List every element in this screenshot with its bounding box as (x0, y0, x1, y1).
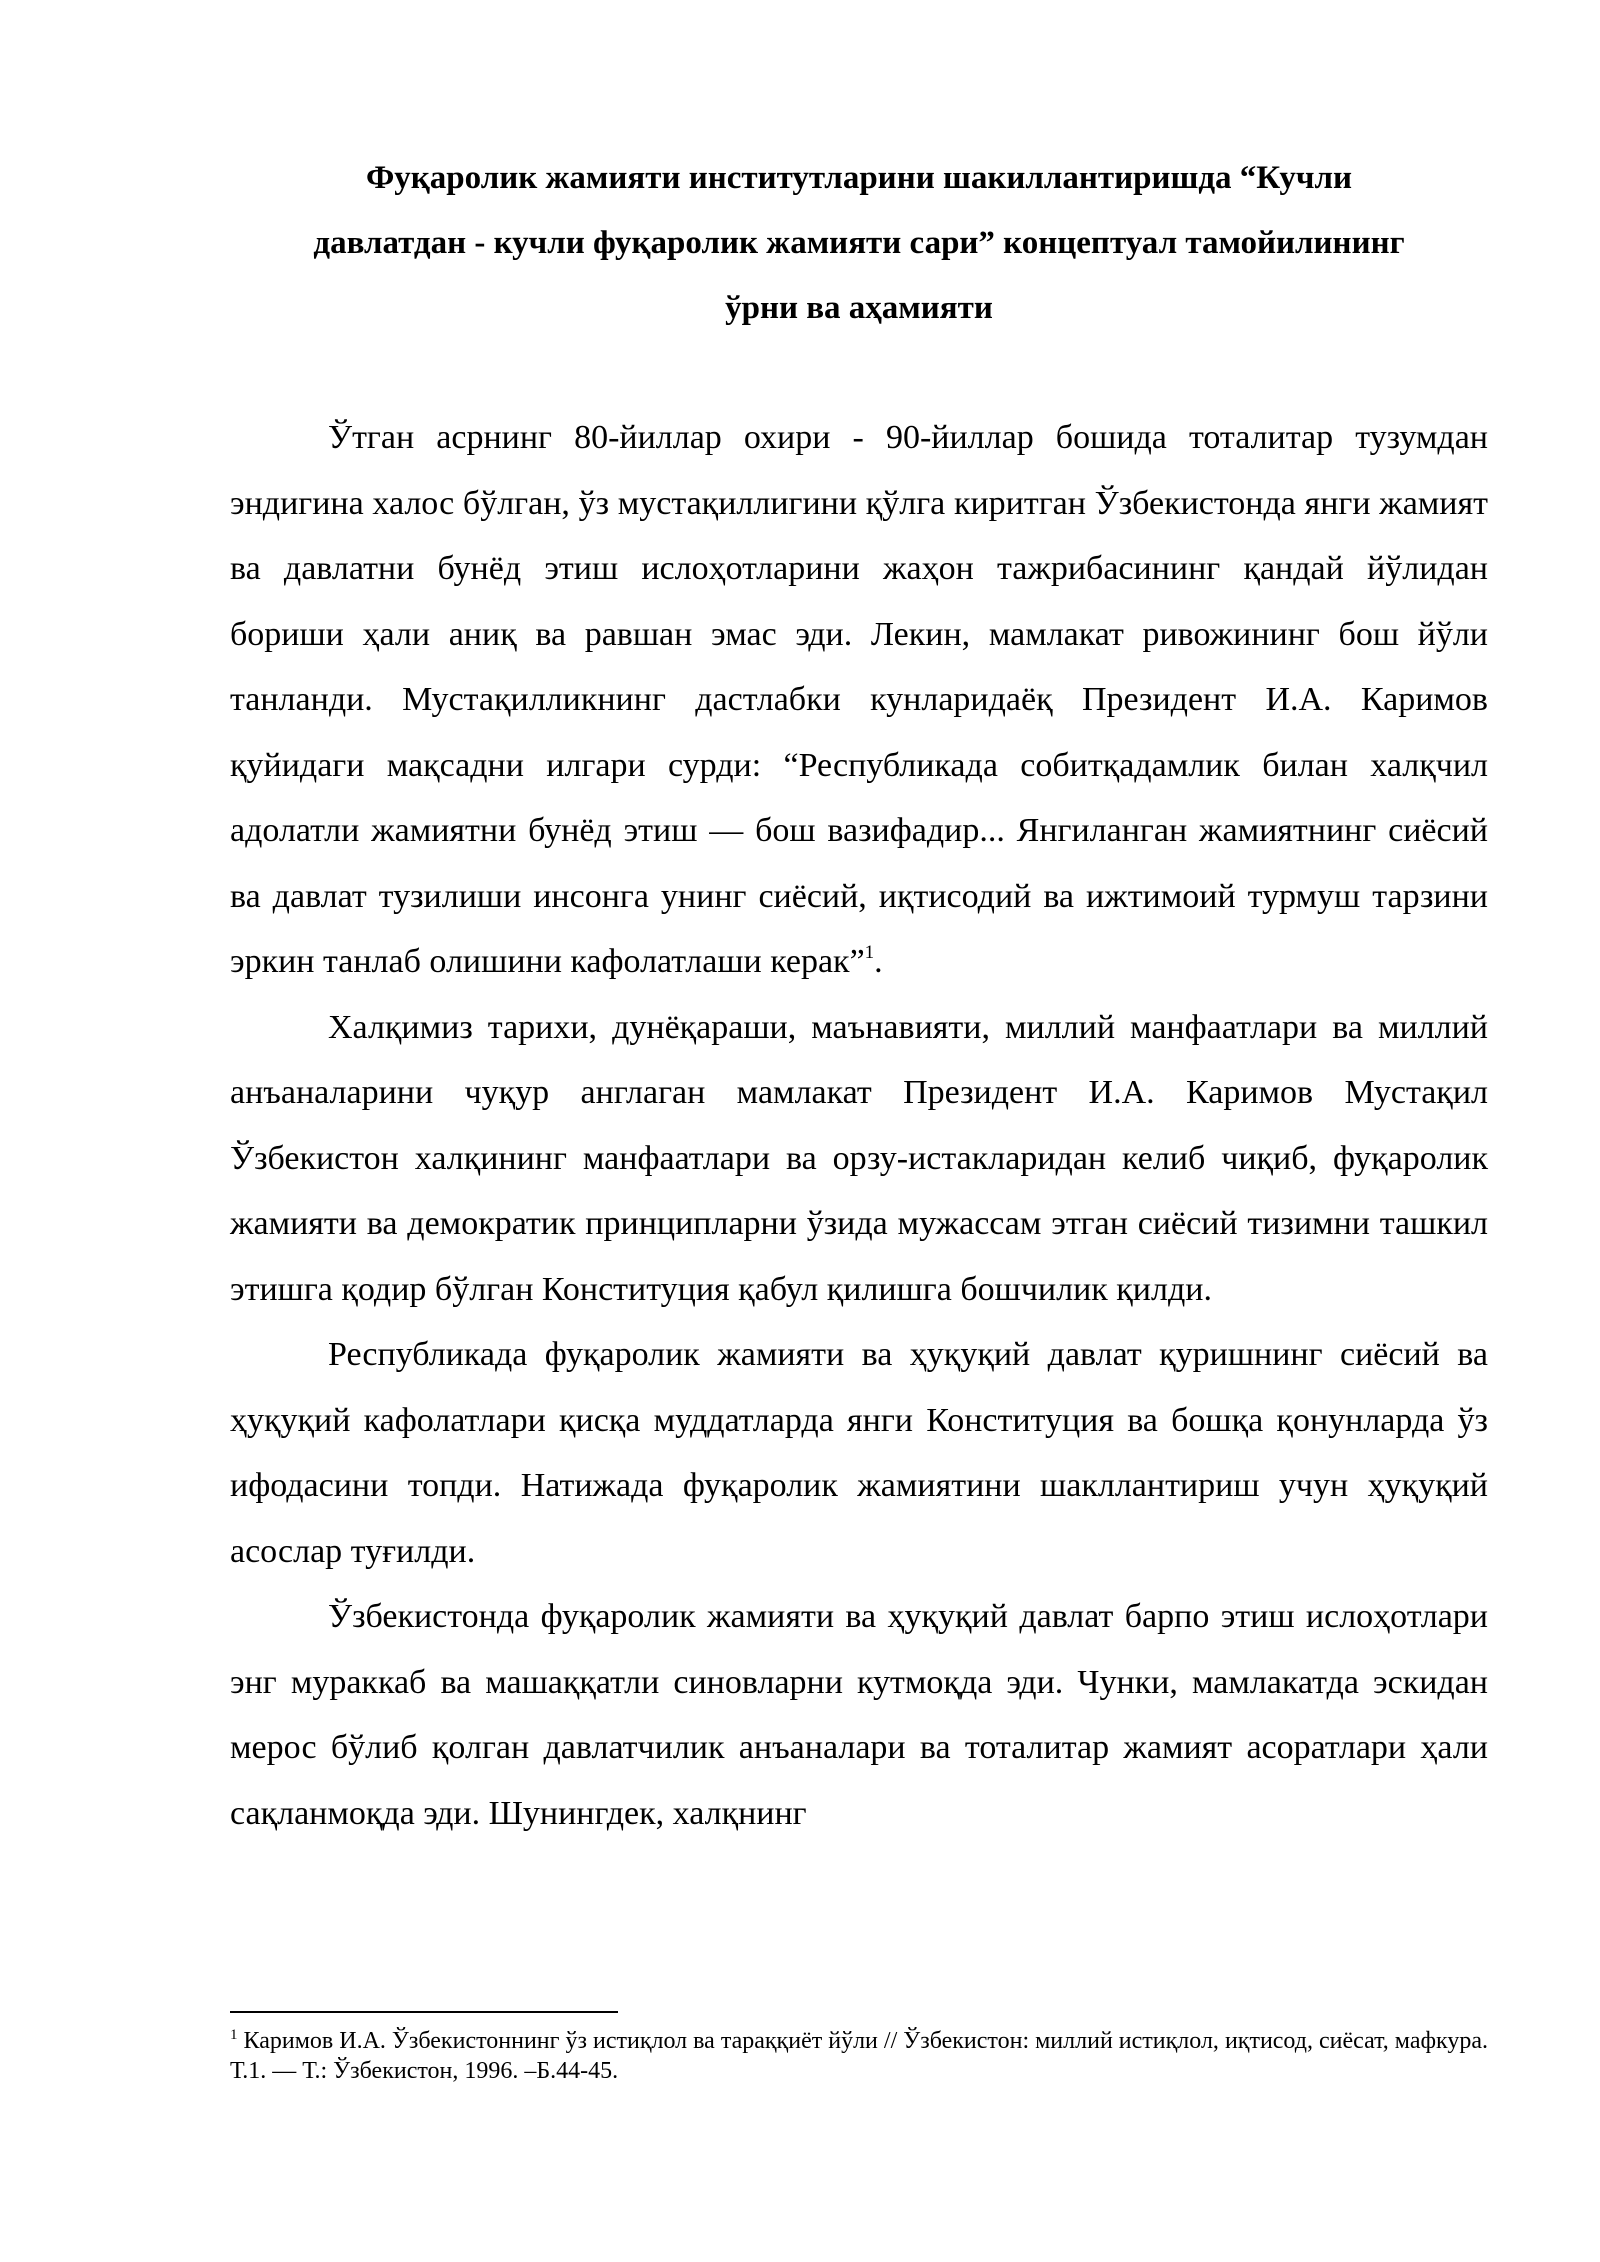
paragraph-3-text: Республикада фуқаролик жамияти ва ҳуқуқий давлат қуришнинг сиёсий ва ҳуқуқий кафолатлари қисқа муддатларда янги Конституция ва бошқа қонунларда ўз ифодасини топди. Натижада фуқаролик жамиятини шакллантириш учун ҳуқуқий асослар туғилди. (230, 1336, 1488, 1570)
paragraph-3 (230, 1322, 1488, 1584)
paragraph-2-text: Халқимиз тарихи, дунёқараши, маънавияти, миллий манфаатлари ва миллий анъаналарини чуқур англаган мамлакат Президент И.А. Каримов Мустақил Ўзбекистон халқининг манфаатлари ва орзу-истакларидан келиб чиқиб, фуқаролик жамияти ва демократик принципларни ўзида мужассам этган сиёсий тизимни ташкил этишга қодир бўлган Конституция қабул қилишга бошчилик қилди. (230, 1008, 1488, 1308)
document-body (230, 405, 1488, 1846)
footnote-reference[interactable]: 1 (864, 942, 875, 963)
footnote-text: Каримов И.А. Ўзбекистоннинг ўз истиқлол ва тараққиёт йўли // Ўзбекистон: миллий истиқлол, иқтисод, сиёсат, мафкура. Т.1. — Т.: Ўзбекистон, 1996. –Б.44-45. (230, 2028, 1488, 2084)
paragraph-1-text: Ўтган асрнинг 80-йиллар охири - 90-йиллар бошида тоталитар тузумдан эндигина халос бўлган, ўз мустақиллигини қўлга киритган Ўзбекистонда янги жамият ва давлатни бунёд этиш ислоҳотларини жаҳон тажрибасининг қандай йўлидан бориши ҳали аниқ ва равшан эмас эди. Лекин, мамлакат ривожининг бош йўли танланди. Мустақилликнинг дастлабки кунларидаёқ Президент И.А. Каримов қуйидаги мақсадни илгари сурди: “Республикада собитқадамлик билан халқчил адолатли жамиятни бунёд этиш — бош вазифадир... Янгиланган жамиятнинг сиёсий ва давлат тузилиши инсонга унинг сиёсий, иқтисодий ва ижтимоий турмуш тарзини эркин танлаб олишини кафолатлаши керак” (230, 419, 1488, 980)
title-line-2: давлатдан - кучли фуқаролик жамияти сари” концептуал тамойилининг (313, 225, 1405, 261)
paragraph-1-tail: . (874, 943, 883, 980)
footnote-number: 1 (230, 2027, 238, 2043)
footnote-separator (230, 2011, 618, 2013)
paragraph-2 (230, 995, 1488, 1323)
paragraph-4 (230, 1584, 1488, 1846)
paragraph-1 (230, 405, 1488, 995)
footnote (230, 2026, 1488, 2086)
paragraph-4-text: Ўзбекистонда фуқаролик жамияти ва ҳуқуқий давлат барпо этиш ислоҳотлари энг мураккаб ва машаққатли синовларни кутмоқда эди. Чунки, мамлакатда эскидан мерос бўлиб қолган давлатчилик анъаналари ва тоталитар жамият асоратлари ҳали сақланмоқда эди. Шунингдек, халқнинг (230, 1598, 1488, 1832)
title-line-1: Фуқаролик жамияти институтларини шакиллантиришда “Кучли (365, 160, 1353, 196)
title-line-3: ўрни ва аҳамияти (725, 290, 993, 326)
document-title (230, 146, 1488, 341)
